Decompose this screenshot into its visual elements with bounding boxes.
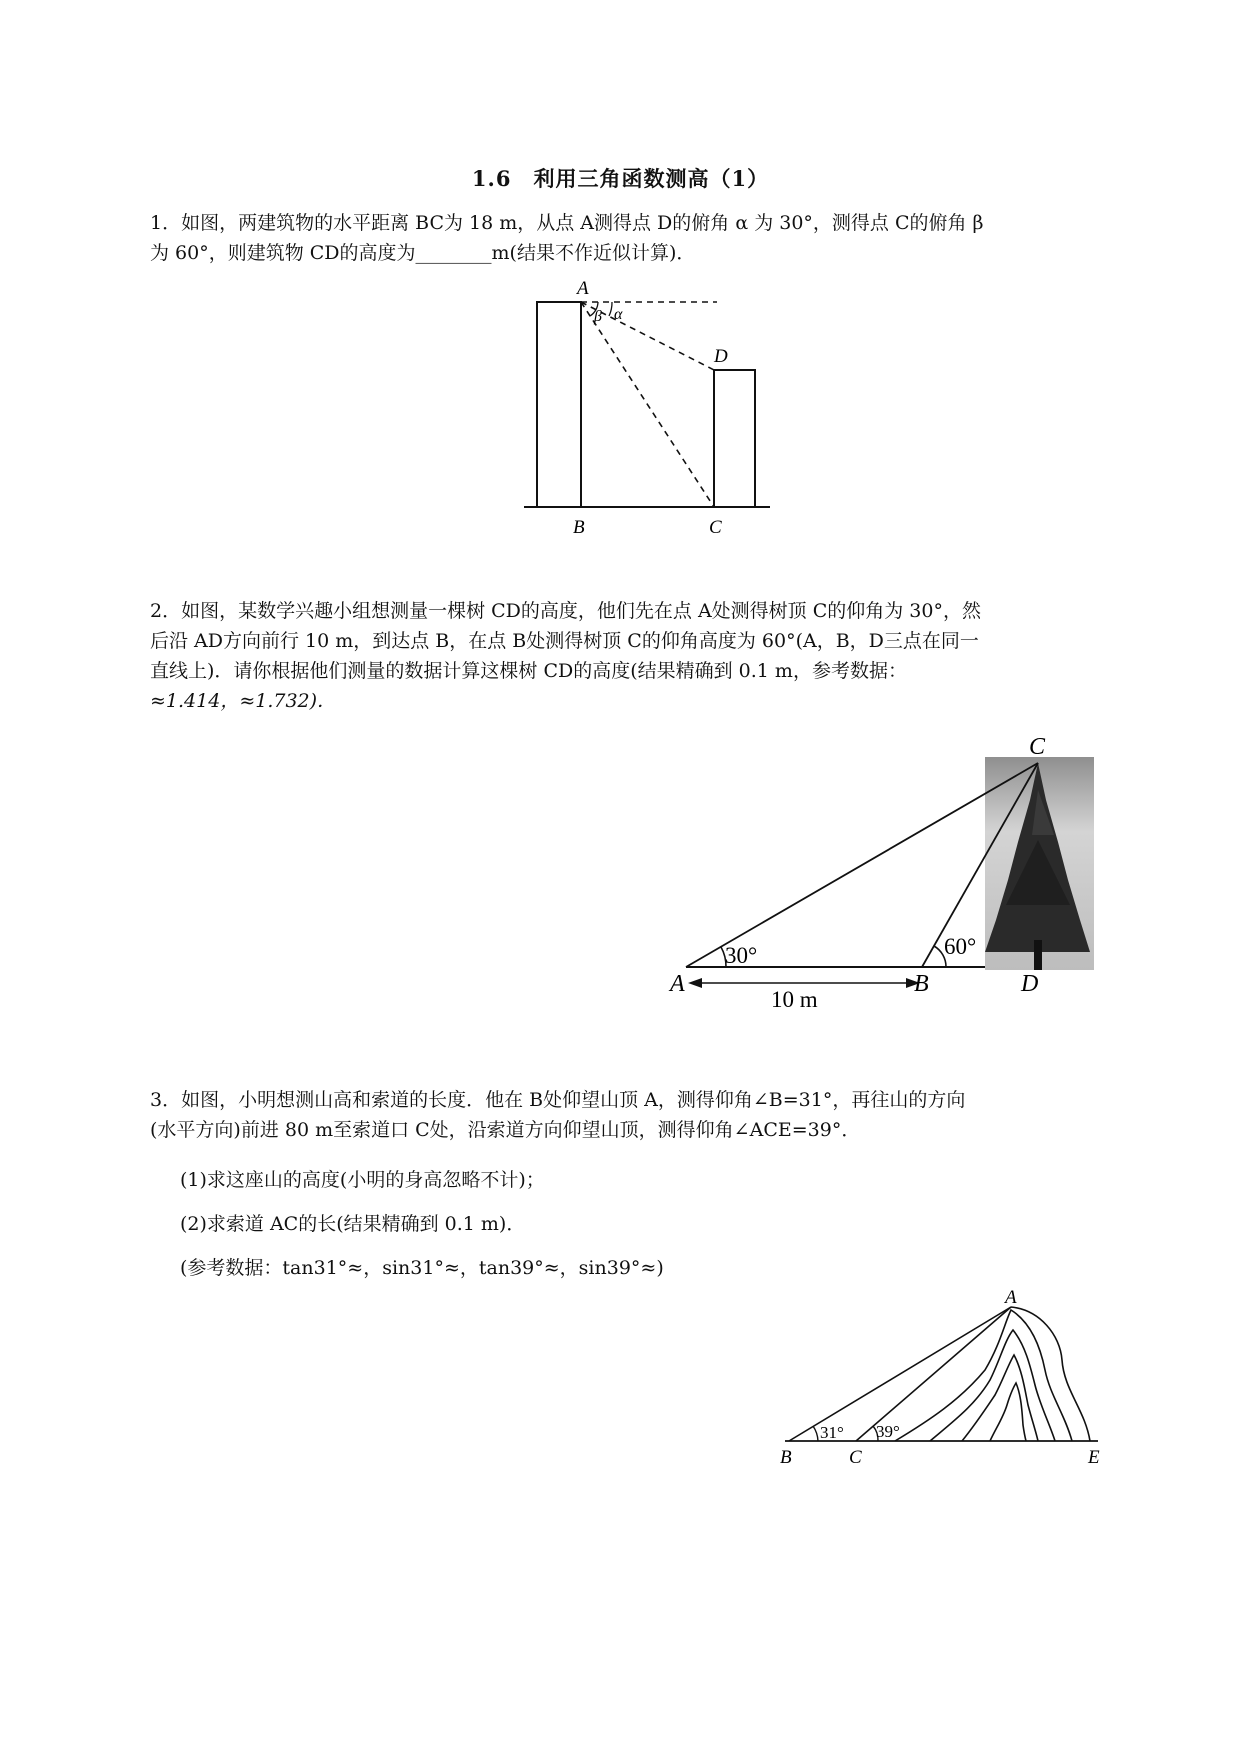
fig1-label-a: A <box>577 278 589 299</box>
fig2-angle-b-label: 60° <box>944 934 977 959</box>
fig2-label-a: A <box>670 971 685 997</box>
fig3-angle-c-label: 39° <box>876 1422 900 1441</box>
fig1-label-alpha: α <box>614 306 623 323</box>
question-3-part-2: (2)求索道 AC的长(结果精确到 0.1 m)． <box>180 1213 526 1235</box>
fig3-label-b: B <box>780 1447 792 1468</box>
fig2-label-b: B <box>914 971 929 997</box>
fig2-angle-a-label: 30° <box>725 943 758 968</box>
page-title: 1.6 利用三角函数测高（1） <box>471 166 770 191</box>
question-2-line-4: ≈1.414，≈1.732)． <box>150 690 337 712</box>
question-2-line-1: 2．如图，某数学兴趣小组想测量一棵树 CD的高度，他们先在点 A处测得树顶 C的仰角为 30°，然 <box>150 600 981 622</box>
question-3-part-1: (1)求这座山的高度(小明的身高忽略不计)； <box>180 1169 545 1191</box>
question-3-line-1: 3．如图，小明想测山高和索道的长度．他在 B处仰望山顶 A，测得仰角∠B=31°，再往山的方向 <box>150 1089 966 1111</box>
fig1-label-c: C <box>709 517 722 538</box>
question-2-line-2: 后沿 AD方向前行 10 m，到达点 B，在点 B处测得树顶 C的仰角高度为 60°(A，B，D三点在同一 <box>150 630 979 652</box>
fig3-angle-b-label: 31° <box>820 1423 844 1442</box>
fig1-label-beta: β <box>594 308 602 325</box>
question-1-line-1: 1．如图，两建筑物的水平距离 BC为 18 m，从点 A测得点 D的俯角 α 为 30°，测得点 C的俯角 β <box>150 212 984 234</box>
question-2-line-3: 直线上)．请你根据他们测量的数据计算这棵树 CD的高度(结果精确到 0.1 m，参考数据： <box>150 660 907 682</box>
fig3-line-ca <box>856 1307 1011 1441</box>
question-3-reference-data: (参考数据：tan31°≈，sin31°≈，tan39°≈，sin39°≈) <box>180 1257 664 1279</box>
fig3-label-a: A <box>1005 1287 1017 1308</box>
fig2-distance-label: 10 m <box>771 987 818 1012</box>
question-1-line-2: 为 60°，则建筑物 CD的高度为________m(结果不作近似计算)． <box>150 242 696 264</box>
fig3-mountain-contours <box>895 1307 1090 1441</box>
question-3-line-2: (水平方向)前进 80 m至索道口 C处，沿索道方向仰望山顶，测得仰角∠ACE=39°． <box>150 1119 861 1141</box>
fig3-arc-b <box>813 1426 818 1441</box>
fig3-label-e: E <box>1088 1447 1100 1468</box>
fig1-label-d: D <box>714 346 728 367</box>
fig1-label-b: B <box>573 517 585 538</box>
fig3-label-c: C <box>849 1447 862 1468</box>
fig2-label-d: D <box>1021 971 1039 997</box>
fig2-label-c: C <box>1029 734 1046 760</box>
